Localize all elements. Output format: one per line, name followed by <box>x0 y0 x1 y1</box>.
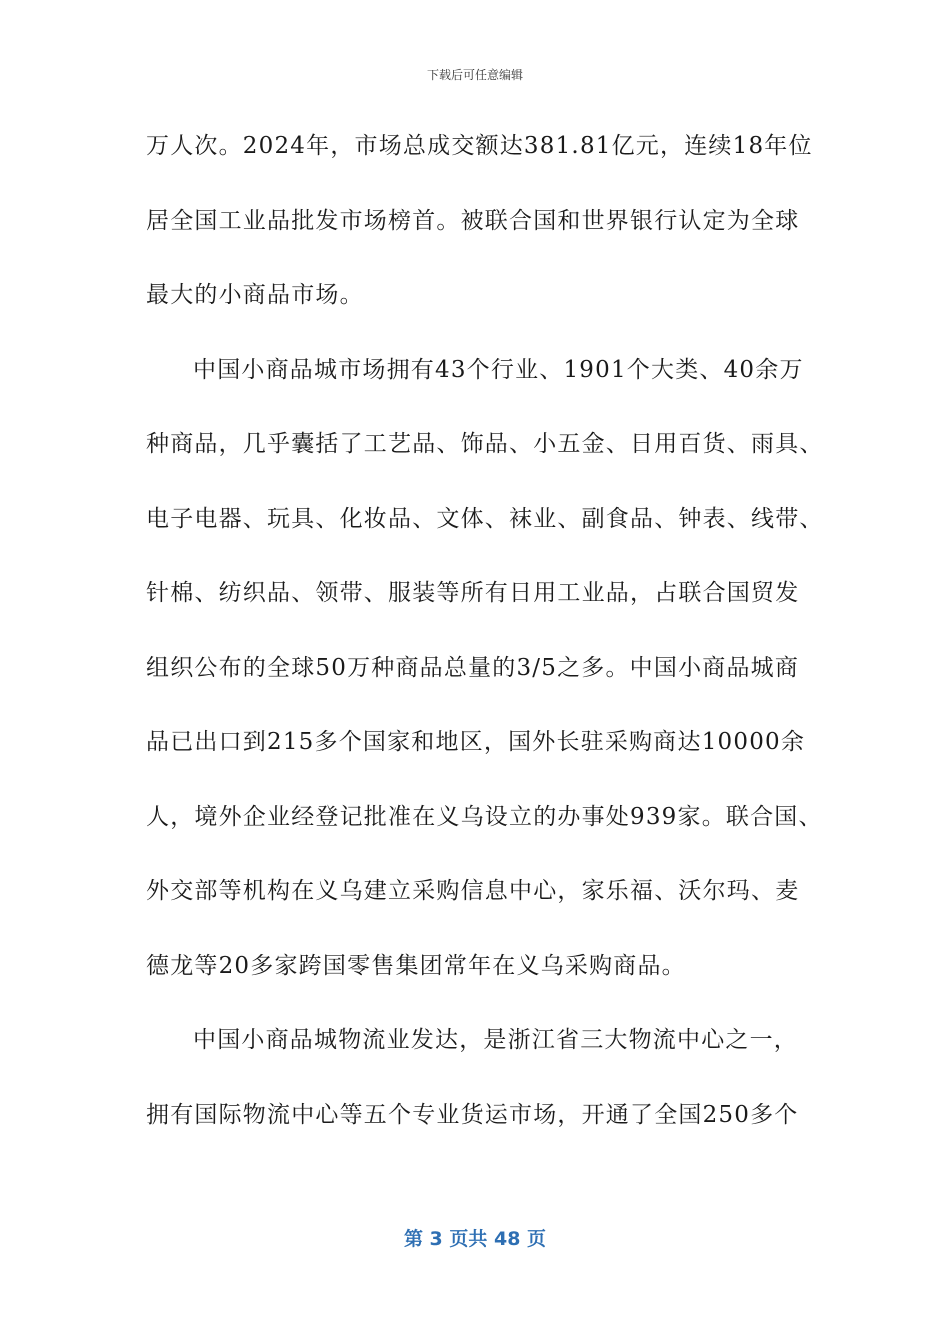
text-line: 针棉、纺织品、领带、服装等所有日用工业品，占联合国贸发 <box>146 580 800 606</box>
page-footer <box>0 1225 950 1253</box>
text-line: 德龙等20多家跨国零售集团常年在义乌采购商品。 <box>146 952 686 979</box>
text-line: 组织公布的全球50万种商品总量的3/5之多。中国小商品城商 <box>146 654 800 681</box>
paragraph-start-line: 中国小商品城市场拥有43个行业、1901个大类、40余万 <box>193 356 804 383</box>
text-line: 居全国工业品批发市场榜首。被联合国和世界银行认定为全球 <box>146 207 800 234</box>
paragraph-start-line: 中国小商品城物流业发达，是浙江省三大物流中心之一， <box>193 1027 798 1053</box>
text-line: 最大的小商品市场。 <box>146 282 364 308</box>
text-line: 外交部等机构在义乌建立采购信息中心，家乐福、沃尔玛、麦 <box>146 878 800 904</box>
page-header-note: 下载后可任意编辑 <box>426 68 523 82</box>
text-line: 拥有国际物流中心等五个专业货运市场，开通了全国250多个 <box>146 1101 799 1128</box>
text-line: 品已出口到215多个国家和地区，国外长驻采购商达10000余 <box>146 729 806 755</box>
text-line: 种商品，几乎囊括了工艺品、饰品、小五金、日用百货、雨具、 <box>146 431 824 457</box>
text-line: 电子电器、玩具、化妆品、文体、袜业、副食品、钟表、线带、 <box>146 505 824 532</box>
page-number-text: 第 3 页共 48 页 <box>403 1228 547 1250</box>
document-body <box>146 126 824 1169</box>
text-line: 人，境外企业经登记批准在义乌设立的办事处939家。联合国、 <box>146 803 823 830</box>
text-line: 万人次。2024年，市场总成交额达381.81亿元，连续18年位 <box>146 133 813 159</box>
